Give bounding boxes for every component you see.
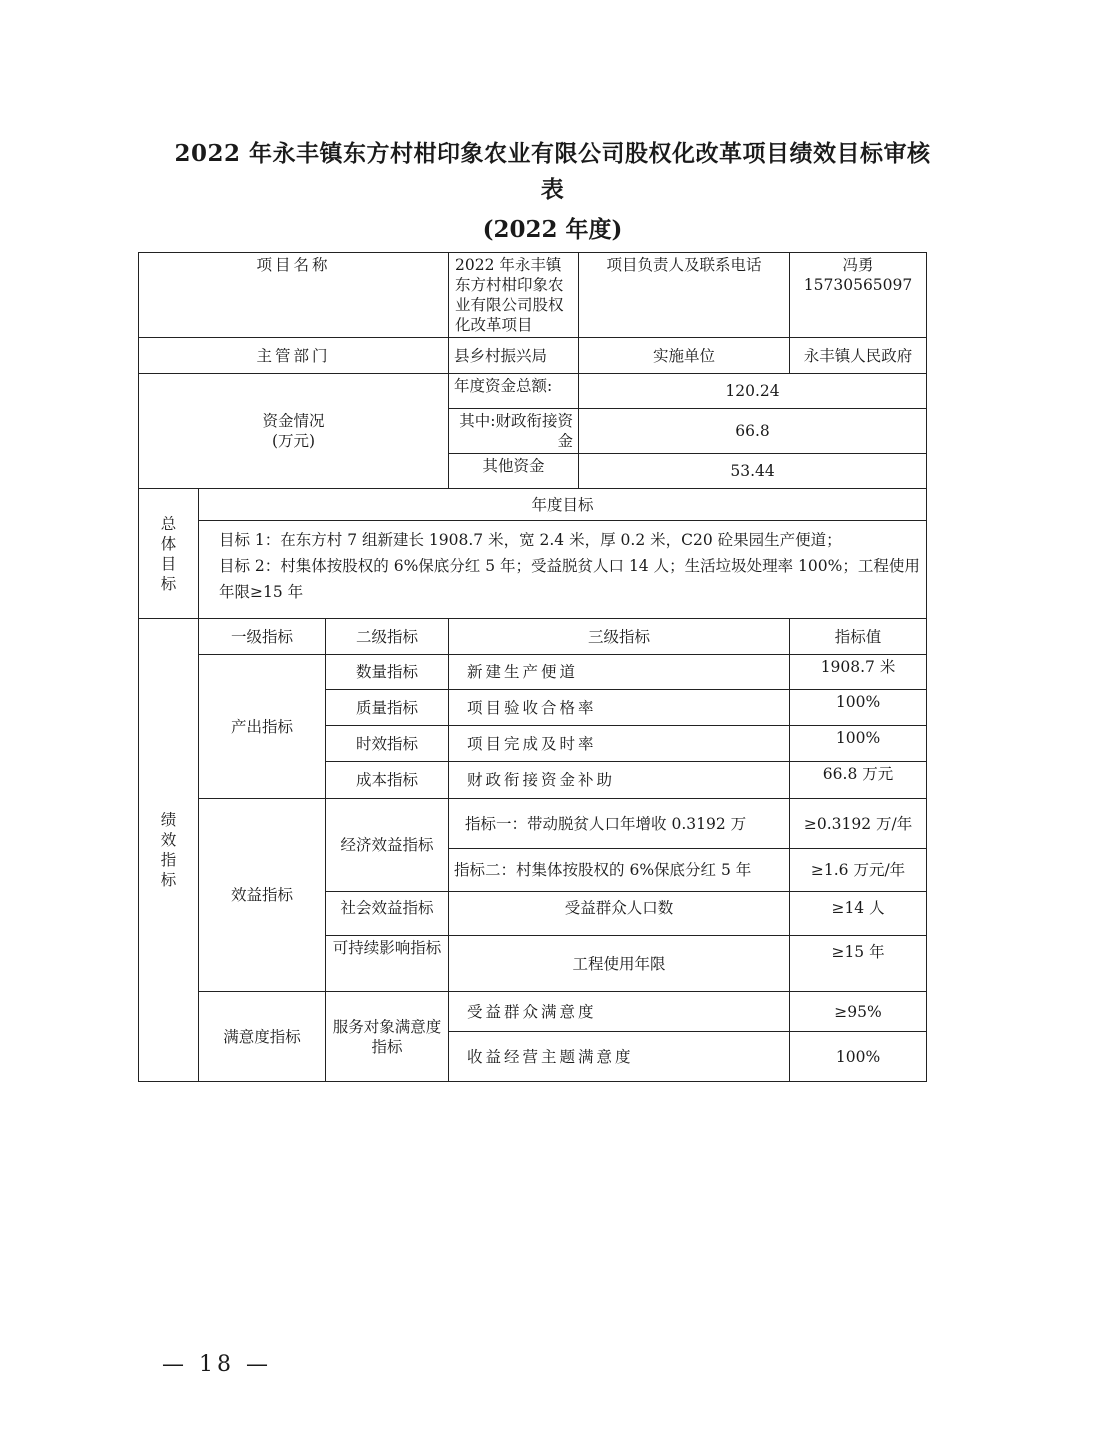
performance-indicator-side-label: 绩 效 指 标 <box>139 619 199 1082</box>
output-level3: 项目验收合格率 <box>449 690 790 726</box>
annual-goal-header: 年度目标 <box>199 489 927 521</box>
funds-total-label: 年度资金总额: <box>449 374 579 409</box>
output-level2: 数量指标 <box>326 655 449 690</box>
document-year: (2022 年度) <box>482 216 623 243</box>
dept-value: 县乡村振兴局 <box>449 338 579 374</box>
project-name: 2022 年永丰镇东方村柑印象农业有限公司股权化改革项目 <box>449 253 579 338</box>
sustain-label: 可持续影响指标 <box>326 936 449 992</box>
output-value: 100% <box>790 726 927 762</box>
satisfaction-row-2-value: 100% <box>790 1032 927 1082</box>
annual-goal-text <box>199 521 927 619</box>
project-name-label: 项目名称 <box>139 253 449 338</box>
contact-label: 项目负责人及联系电话 <box>579 253 790 338</box>
contact-phone: 15730565097 <box>803 276 913 294</box>
title-line-1: 2022 年永丰镇东方村柑印象农业有限公司股权化改革项目绩效目标审核 <box>174 140 931 167</box>
output-level2: 时效指标 <box>326 726 449 762</box>
performance-target-table <box>138 252 927 1082</box>
output-level3: 项目完成及时率 <box>449 726 790 762</box>
dept-label: 主管部门 <box>139 338 449 374</box>
output-value: 100% <box>790 690 927 726</box>
sustain-indicator-value: ≥15 年 <box>790 936 927 992</box>
funds-fiscal-label: 其中:财政衔接资金 <box>449 409 579 454</box>
header-level3: 三级指标 <box>449 619 790 655</box>
econ-indicator-2-value: ≥1.6 万元/年 <box>790 849 927 892</box>
header-level1: 一级指标 <box>199 619 326 655</box>
funds-fiscal-value: 66.8 <box>579 409 927 454</box>
funds-label-line2: (万元) <box>271 432 316 450</box>
econ-indicator-2: 指标二：村集体按股权的 6%保底分红 5 年 <box>449 849 790 892</box>
title-line-2: 表 <box>540 176 565 203</box>
econ-indicator-1: 指标一：带动脱贫人口年增收 0.3192 万 <box>449 799 790 849</box>
satisfaction-row-1: 受益群众满意度 <box>449 992 790 1032</box>
impl-label: 实施单位 <box>579 338 790 374</box>
satisfaction-level1: 满意度指标 <box>199 992 326 1082</box>
econ-benefit-label: 经济效益指标 <box>326 799 449 892</box>
header-value: 指标值 <box>790 619 927 655</box>
output-level2: 质量指标 <box>326 690 449 726</box>
social-indicator: 受益群众人口数 <box>449 892 790 936</box>
output-value: 66.8 万元 <box>790 762 927 799</box>
funds-other-label: 其他资金 <box>449 454 579 489</box>
output-level2: 成本指标 <box>326 762 449 799</box>
satisfaction-row-1-value: ≥95% <box>790 992 927 1032</box>
output-value: 1908.7 米 <box>790 655 927 690</box>
document-title <box>140 136 965 208</box>
econ-indicator-1-value: ≥0.3192 万/年 <box>790 799 927 849</box>
funds-total-value: 120.24 <box>579 374 927 409</box>
contact-name: 冯勇 <box>842 256 874 274</box>
satisfaction-row-2: 收益经营主题满意度 <box>449 1032 790 1082</box>
output-level3: 财政衔接资金补助 <box>449 762 790 799</box>
output-level1: 产出指标 <box>199 655 326 799</box>
benefit-level1: 效益指标 <box>199 799 326 992</box>
header-level2: 二级指标 <box>326 619 449 655</box>
impl-value: 永丰镇人民政府 <box>790 338 927 374</box>
output-level3: 新建生产便道 <box>449 655 790 690</box>
goal-2: 目标 2：村集体按股权的 6%保底分红 5 年；受益脱贫人口 14 人；生活垃圾处理率 100%；工程使用年限≥15 年 <box>219 557 920 601</box>
social-indicator-value: ≥14 人 <box>790 892 927 936</box>
sustain-indicator: 工程使用年限 <box>449 936 790 992</box>
overall-goal-side-label: 总 体 目 标 <box>139 489 199 619</box>
satisfaction-level2: 服务对象满意度指标 <box>326 992 449 1082</box>
social-benefit-label: 社会效益指标 <box>326 892 449 936</box>
page-number: — 18 — <box>162 1352 272 1377</box>
funds-label-line1: 资金情况 <box>262 412 325 430</box>
funds-other-value: 53.44 <box>579 454 927 489</box>
contact-cell <box>790 253 927 338</box>
goal-1: 目标 1：在东方村 7 组新建长 1908.7 米，宽 2.4 米，厚 0.2 米，C20 砼果园生产便道； <box>219 531 842 549</box>
funds-label <box>139 374 449 489</box>
